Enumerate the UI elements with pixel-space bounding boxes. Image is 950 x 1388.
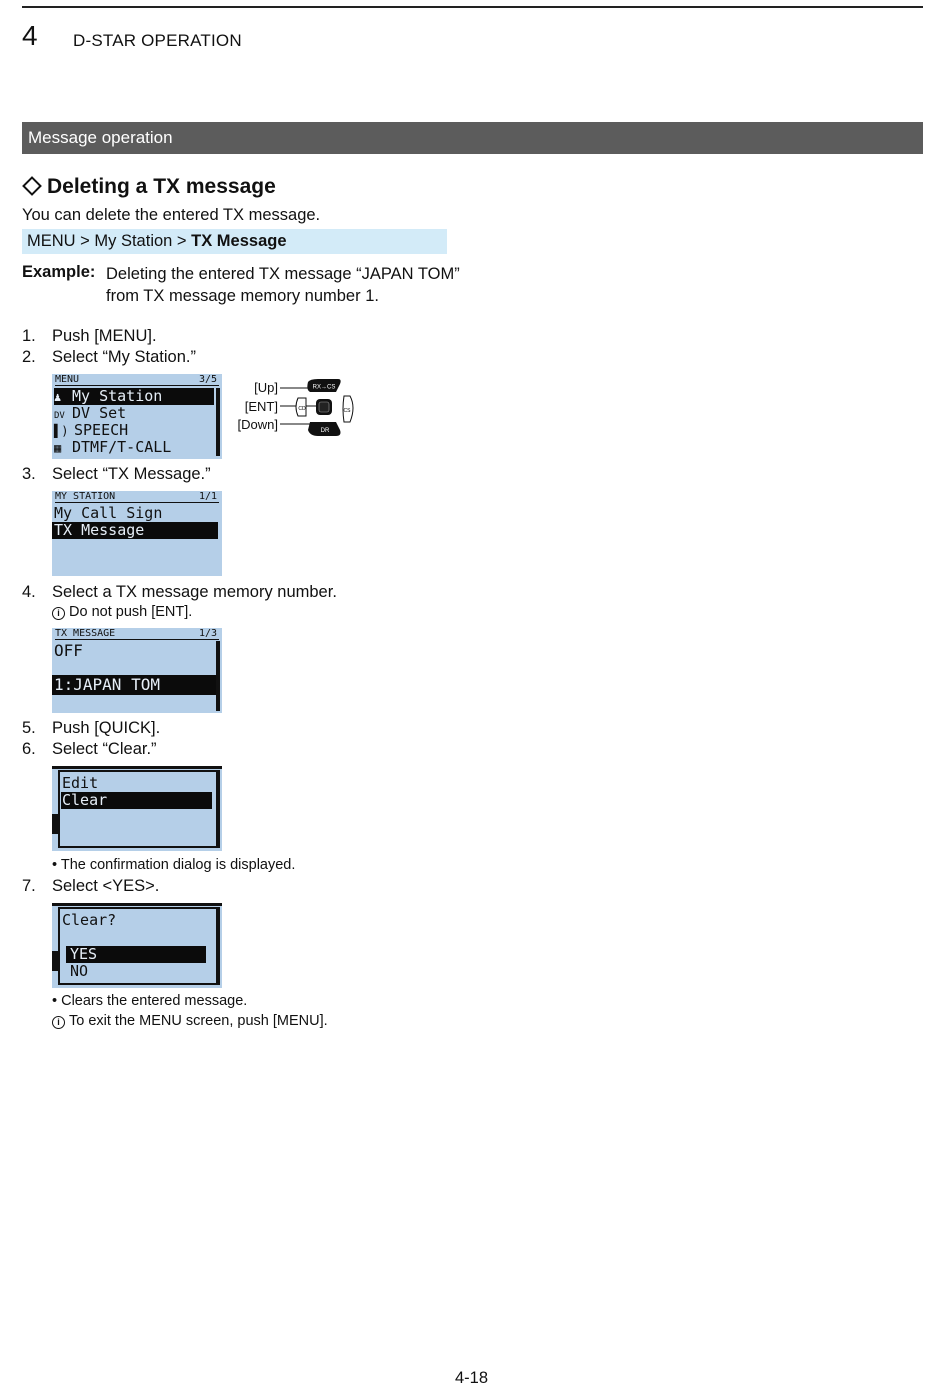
step-4 xyxy=(22,583,337,602)
step-text: Select a TX message memory number. xyxy=(52,583,337,601)
tx-memory-off[interactable] xyxy=(54,641,83,661)
step-number: 4. xyxy=(22,583,36,601)
button-label: NO xyxy=(70,962,89,980)
diamond-icon xyxy=(22,177,42,197)
step-number: 1. xyxy=(22,327,36,345)
screen-page-indicator: 3/5 xyxy=(198,374,217,385)
info-icon: i xyxy=(52,1016,65,1029)
menu-screen xyxy=(52,374,222,459)
button-label: YES xyxy=(70,945,98,963)
section-bar: Message operation xyxy=(22,122,923,154)
step-text: Select “TX Message.” xyxy=(52,465,211,483)
step-5 xyxy=(22,719,160,738)
my-station-screen xyxy=(52,491,222,576)
menu-path-last: TX Message xyxy=(191,232,287,250)
menu-item-my-station[interactable] xyxy=(54,388,214,405)
step-number: 6. xyxy=(22,740,36,758)
step-text: Push [QUICK]. xyxy=(52,719,161,737)
menu-item-label: TX Message xyxy=(54,521,145,539)
menu-path xyxy=(22,229,447,254)
example-text: Deleting the entered TX message “JAPAN TOM” from TX message memory number 1. xyxy=(106,265,460,305)
quick-item-clear[interactable] xyxy=(61,792,212,809)
screen-header xyxy=(55,491,219,503)
screen-header-title: MY STATION xyxy=(55,491,116,502)
menu-item-label: My Station xyxy=(72,387,163,405)
menu-item-my-call-sign[interactable] xyxy=(54,505,162,522)
keypad-illustration xyxy=(280,376,360,440)
scrollbar xyxy=(216,641,220,711)
step-number: 5. xyxy=(22,719,36,737)
screen-header xyxy=(55,628,219,640)
page-number: 4-18 xyxy=(455,1369,489,1387)
step-number: 2. xyxy=(22,348,36,366)
key-label-ent: [ENT] xyxy=(244,399,278,414)
step-7-bullet: • Clears the entered message. xyxy=(52,993,248,1009)
menu-item-label: Edit xyxy=(62,774,99,792)
key-cs-label: CS xyxy=(343,408,351,414)
screen-page-indicator: 1/3 xyxy=(198,628,217,639)
chapter-number: 4 xyxy=(22,20,38,51)
tx-memory-1[interactable] xyxy=(52,675,216,695)
confirm-yes-button[interactable] xyxy=(66,946,206,963)
step-6 xyxy=(22,740,157,759)
dialog-title: Clear? xyxy=(62,911,117,929)
menu-item-speech[interactable] xyxy=(54,422,128,439)
menu-item-tx-message[interactable] xyxy=(52,522,218,539)
menu-item-label: 1:JAPAN TOM xyxy=(54,675,160,694)
key-up-label: RX→CS xyxy=(312,384,336,391)
step-number: 3. xyxy=(22,465,36,483)
info-text: Do not push [ENT]. xyxy=(69,604,193,620)
step-3 xyxy=(22,465,211,484)
screen-page-indicator: 1/1 xyxy=(198,491,217,502)
heading-text: Deleting a TX message xyxy=(47,175,276,198)
dv-icon: DV xyxy=(54,411,65,421)
menu-path-prefix: MENU > My Station > xyxy=(27,232,192,250)
menu-item-label: OFF xyxy=(54,641,83,660)
section-heading xyxy=(22,175,276,199)
step-number: 7. xyxy=(22,877,36,895)
confirm-title xyxy=(62,912,116,929)
top-rule xyxy=(22,6,923,8)
step-7 xyxy=(22,877,159,896)
step-text: Push [MENU]. xyxy=(52,327,157,345)
step-text: Select “Clear.” xyxy=(52,740,157,758)
menu-item-label: SPEECH xyxy=(74,421,129,439)
screen-header-title: MENU xyxy=(55,374,80,385)
person-icon: ♟ xyxy=(54,390,62,404)
menu-item-label: Clear xyxy=(62,791,108,809)
intro-text: You can delete the entered TX message. xyxy=(22,206,321,224)
speaker-icon: ▌) xyxy=(54,424,69,438)
step-7-info xyxy=(52,1013,328,1029)
step-1 xyxy=(22,327,157,346)
key-left-label: CD xyxy=(298,406,306,412)
menu-item-label: DTMF/T-CALL xyxy=(72,438,172,456)
example-label: Example: xyxy=(22,263,96,281)
step-4-info xyxy=(52,604,192,620)
keypad-grid-icon: ▦ xyxy=(54,441,62,455)
menu-item-label: My Call Sign xyxy=(54,504,163,522)
quick-menu-screen xyxy=(52,766,222,851)
confirm-screen xyxy=(52,903,222,988)
step-text: Select “My Station.” xyxy=(52,348,196,366)
step-text: Select <YES>. xyxy=(52,877,160,895)
screen-header-title: TX MESSAGE xyxy=(55,628,116,639)
quick-item-edit[interactable] xyxy=(62,775,98,792)
screen-header xyxy=(55,374,219,386)
menu-item-label: DV Set xyxy=(72,404,127,422)
confirm-dialog xyxy=(58,907,218,985)
tx-message-screen xyxy=(52,628,222,713)
step-6-bullet: • The confirmation dialog is displayed. xyxy=(52,857,296,873)
step-2 xyxy=(22,348,196,367)
menu-item-dtmf[interactable] xyxy=(54,439,171,456)
info-text: To exit the MENU screen, push [MENU]. xyxy=(69,1013,328,1029)
chapter-title: D-STAR OPERATION xyxy=(73,31,242,50)
scrollbar xyxy=(216,388,220,456)
key-label-up: [Up] xyxy=(254,380,278,395)
quick-menu-dialog xyxy=(58,770,218,848)
menu-item-dv-set[interactable] xyxy=(54,405,126,422)
confirm-no-button[interactable] xyxy=(70,963,88,980)
key-down-label: DR xyxy=(320,428,330,434)
key-label-down: [Down] xyxy=(237,417,278,432)
info-icon: i xyxy=(52,607,65,620)
